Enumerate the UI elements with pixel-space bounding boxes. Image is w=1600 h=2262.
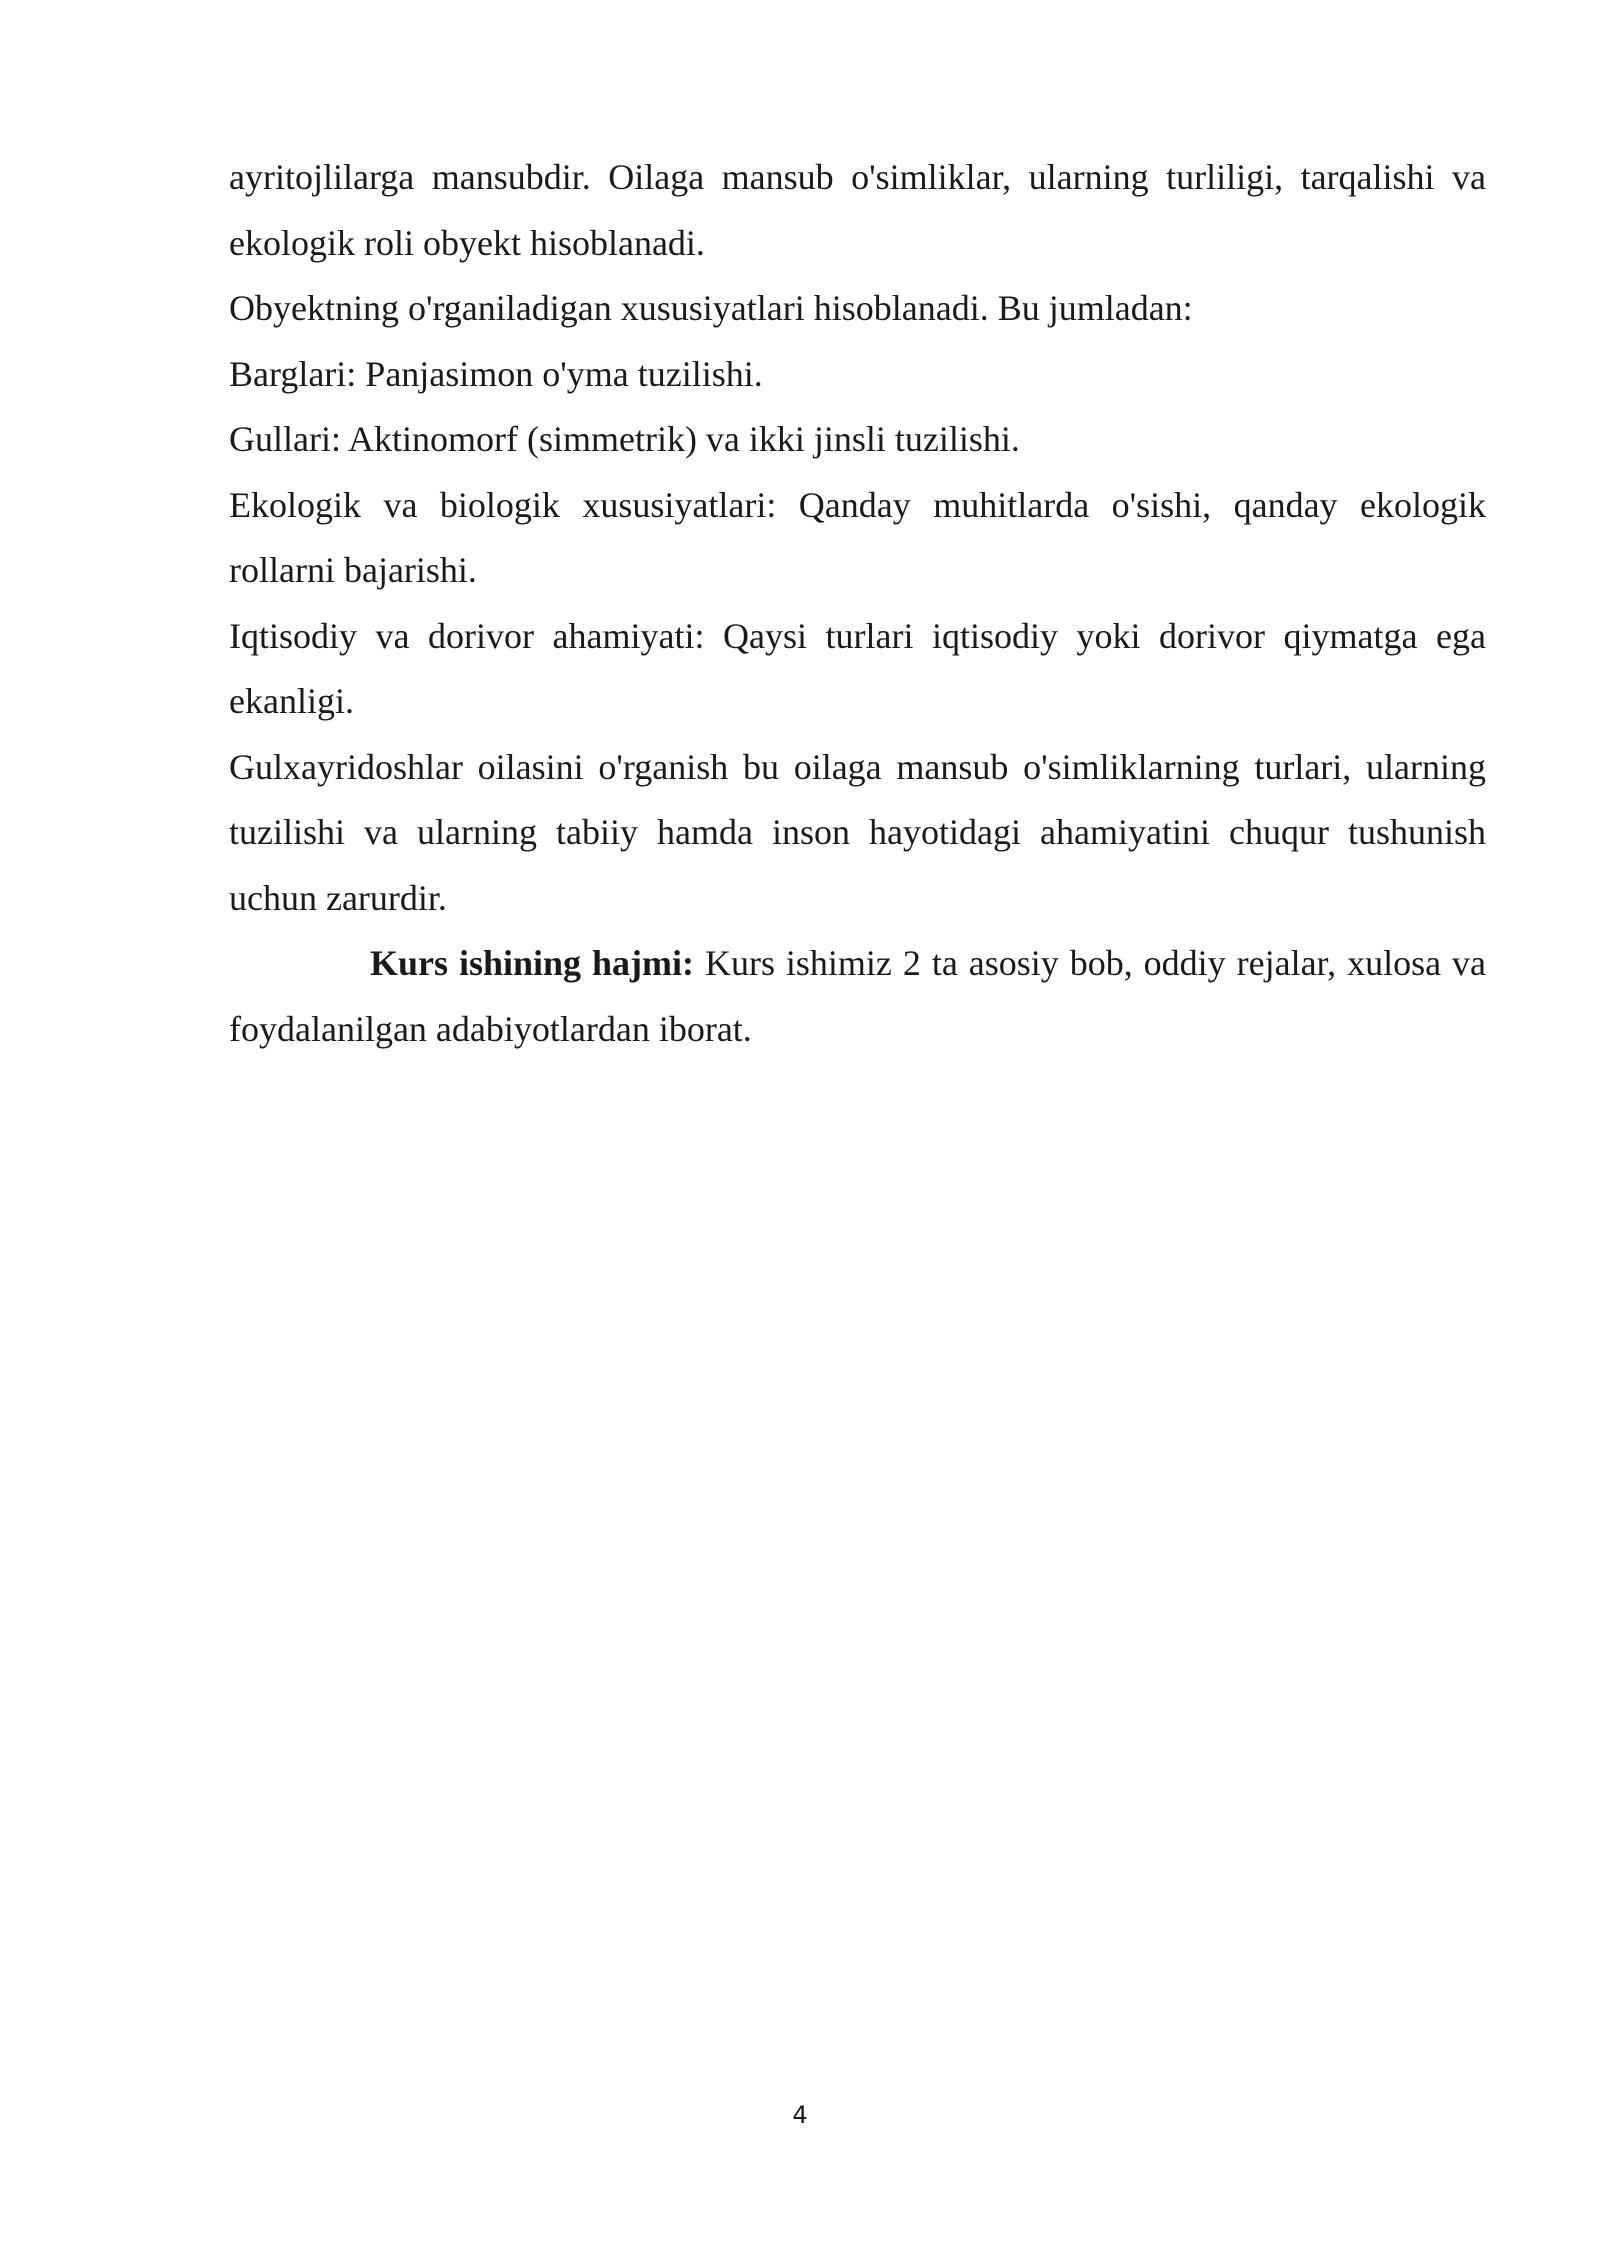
paragraph-object-description: ayritojlilarga mansubdir. Oilaga mansub o'simliklar, ularning turliligi, tarqalishi va ekologik roli obyekt hisoblanadi.	[229, 157, 1486, 263]
page-number: 4	[792, 2101, 808, 2129]
paragraph-leaves: Barglari: Panjasimon o'yma tuzilishi.	[229, 353, 763, 394]
paragraph-economic-value: Iqtisodiy va dorivor ahamiyati: Qaysi turlari iqtisodiy yoki dorivor qiymatga ega ekanligi.	[229, 615, 1486, 721]
paragraph-flowers: Gullari: Aktinomorf (simmetrik) va ikki jinsli tuzilishi.	[229, 419, 1020, 459]
course-volume-label: Kurs ishining hajmi:	[370, 943, 694, 983]
page-body	[229, 145, 1486, 1062]
paragraph-object-properties: Obyektning o'rganiladigan xususiyatlari hisoblanadi. Bu jumladan:	[229, 288, 1193, 328]
paragraph-course-volume	[229, 931, 1486, 1062]
course-volume-text: Kurs ishimiz 2 ta asosiy bob, oddiy rejalar, xulosa va foydalanilgan adabiyotlardan iborat.	[229, 943, 1486, 1049]
paragraph-study-importance: Gulxayridoshlar oilasini o'rganish bu oilaga mansub o'simliklarning turlari, ularning tuzilishi va ularning tabiiy hamda inson hayotidagi ahamiyatini chuqur tushunish uchun zarurdir.	[229, 746, 1486, 918]
paragraph-ecology: Ekologik va biologik xususiyatlari: Qanday muhitlarda o'sishi, qanday ekologik rollarni bajarishi.	[229, 484, 1486, 590]
